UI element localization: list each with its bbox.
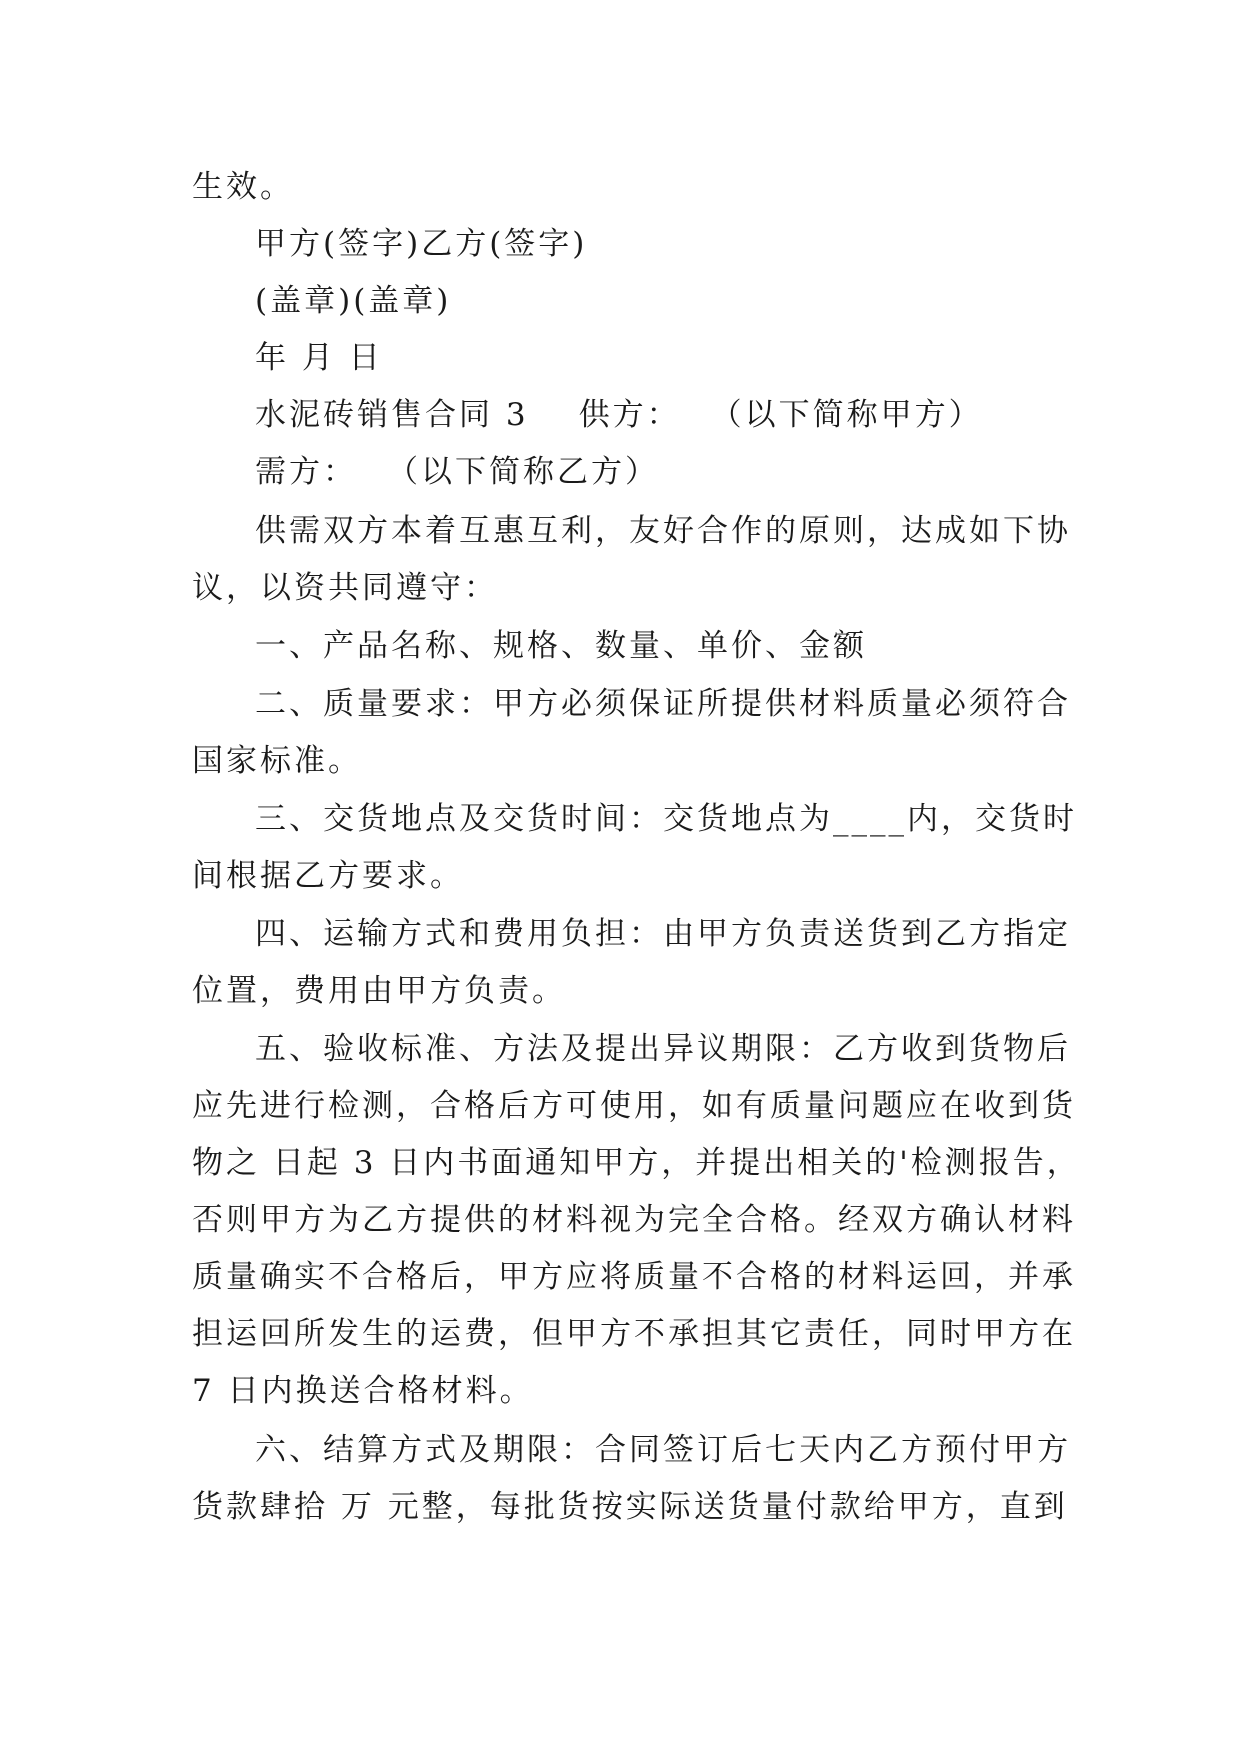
signature-line: 甲方(签字)乙方(签字) (255, 226, 588, 262)
supplier-label: 供方： (578, 397, 681, 433)
section-4: 四、运输方式和费用负担：由甲方负责送货到乙方指定 (255, 916, 1071, 952)
buyer-note: （以下简称乙方） (387, 454, 659, 490)
text-line: 国家标准。 (192, 743, 362, 779)
contract-title: 水泥砖销售合同 3 (255, 397, 529, 433)
text-line: 货款肆拾 万 元整，每批货按实际送货量付款给甲方，直到 (192, 1489, 1068, 1525)
buyer-label: 需方： (255, 454, 357, 490)
section-5: 五、验收标准、方法及提出异议期限：乙方收到货物后 (255, 1031, 1071, 1067)
text-line: 担运回所发生的运费，但甲方不承担其它责任，同时甲方在 (192, 1316, 1076, 1352)
date-line: 年 月 日 (255, 340, 383, 376)
buyer-line (255, 453, 1135, 491)
text-line: 生效。 (192, 169, 294, 205)
text-line: 质量确实不合格后，甲方应将质量不合格的材料运回，并承 (192, 1259, 1076, 1295)
text-line: 供需双方本着互惠互利，友好合作的原则，达成如下协 (255, 513, 1071, 549)
section-1-heading: 一、产品名称、规格、数量、单价、金额 (255, 628, 867, 664)
contract-title-line (255, 396, 1135, 434)
section-3: 三、交货地点及交货时间：交货地点为____内，交货时 (255, 801, 1077, 837)
supplier-note: （以下简称甲方） (710, 397, 983, 433)
text-line: 议，以资共同遵守： (192, 570, 498, 606)
text-line: 否则甲方为乙方提供的材料视为完全合格。经双方确认材料 (192, 1202, 1076, 1238)
section-2: 二、质量要求：甲方必须保证所提供材料质量必须符合 (255, 686, 1071, 722)
text-line: 7 日内换送合格材料。 (192, 1373, 534, 1409)
seal-line: (盖章)(盖章) (255, 283, 452, 319)
text-line: 间根据乙方要求。 (192, 858, 464, 894)
section-6: 六、结算方式及期限：合同签订后七天内乙方预付甲方 (255, 1432, 1071, 1468)
text-line: 位置，费用由甲方负责。 (192, 973, 566, 1009)
text-line: 物之 日起 3 日内书面通知甲方，并提出相关的'检测报告， (192, 1145, 1081, 1181)
text-line: 应先进行检测，合格后方可使用，如有质量问题应在收到货 (192, 1088, 1076, 1124)
